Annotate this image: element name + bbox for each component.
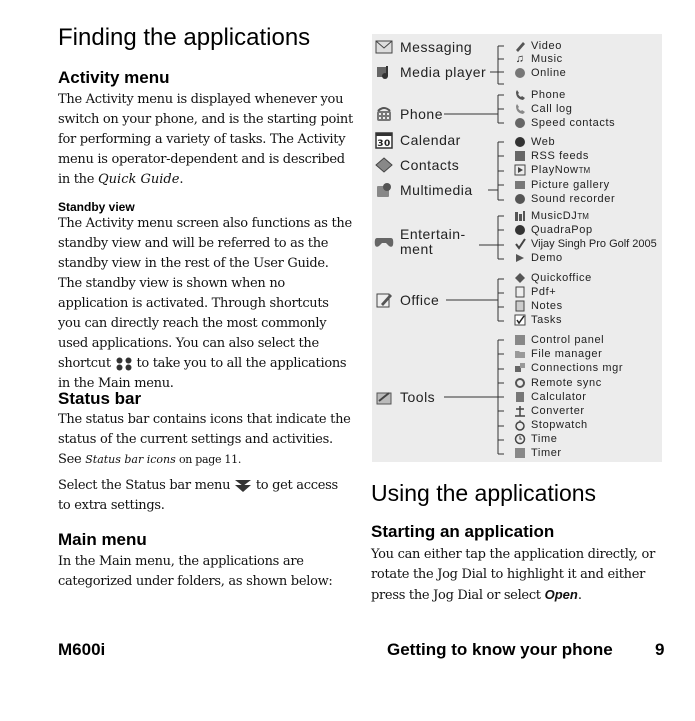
app-notes[interactable] <box>514 300 563 312</box>
app-demo[interactable] <box>514 252 563 264</box>
app-quickoffice[interactable] <box>514 272 592 284</box>
folder-label: Phone <box>400 105 443 122</box>
envelope-icon <box>374 37 394 57</box>
phone-icon <box>374 104 394 124</box>
app-label: PlayNow <box>531 164 579 176</box>
app-speed-contacts[interactable] <box>514 117 615 129</box>
app-file-manager[interactable] <box>514 348 602 360</box>
sync-icon <box>514 377 526 389</box>
app-label: Call log <box>531 103 573 115</box>
app-label: Quickoffice <box>531 272 592 284</box>
app-calculator[interactable] <box>514 391 587 403</box>
trademark-mark: TM <box>577 211 589 221</box>
calendar-icon <box>374 130 394 150</box>
video-icon <box>514 40 526 52</box>
contacts-icon <box>374 155 394 175</box>
trademark-mark: TM <box>578 165 591 175</box>
app-label: RSS feeds <box>531 150 589 162</box>
footer-model: M600i <box>58 640 106 659</box>
musicdj-icon <box>514 210 526 222</box>
activity-menu-paragraph <box>58 90 354 190</box>
app-label: Remote sync <box>531 377 602 389</box>
folder-messaging[interactable] <box>374 37 472 57</box>
app-playnow[interactable] <box>514 164 590 176</box>
music-note-icon: ♫ <box>515 53 525 65</box>
converter-scale-icon <box>514 405 526 417</box>
app-label: Video <box>531 40 562 52</box>
app-label: Phone <box>531 89 566 101</box>
footer-section-title: Getting to know your phone <box>387 640 613 659</box>
app-vijay-singh-golf[interactable] <box>514 238 657 250</box>
rss-icon <box>514 150 526 162</box>
svg-text:30: 30 <box>377 139 391 149</box>
tools-icon <box>374 387 394 407</box>
clock-icon <box>514 433 526 445</box>
app-label: Time <box>531 433 558 445</box>
status-bar-paragraph <box>58 410 354 470</box>
quick-guide-link[interactable]: Quick Guide <box>98 172 180 187</box>
connections-icon <box>514 362 526 374</box>
web-globe-icon <box>514 136 526 148</box>
main-menu-paragraph: In the Main menu, the applications are categorized under folders, as shown below: <box>58 554 333 589</box>
app-stopwatch[interactable] <box>514 419 588 431</box>
calculator-icon <box>514 391 526 403</box>
app-converter[interactable] <box>514 405 585 417</box>
app-musicdj[interactable] <box>514 210 589 222</box>
folder-tools[interactable] <box>374 387 435 407</box>
app-web[interactable] <box>514 136 555 148</box>
app-control-panel[interactable] <box>514 334 604 346</box>
folder-label: Entertain- ment <box>400 226 466 257</box>
app-label: Pdf+ <box>531 286 557 298</box>
app-sound-recorder[interactable] <box>514 193 615 205</box>
app-remote-sync[interactable] <box>514 377 602 389</box>
app-label: Stopwatch <box>531 419 588 431</box>
folder-office[interactable] <box>374 290 439 310</box>
status-bar-menu-icon <box>234 479 252 493</box>
app-label: Online <box>531 67 567 79</box>
status-text-end: on page 11. <box>175 453 242 466</box>
demo-icon <box>514 252 526 264</box>
folder-label: Media player <box>400 63 487 80</box>
app-picture-gallery[interactable] <box>514 179 610 191</box>
folder-label: Calendar <box>400 131 461 148</box>
app-label: Vijay Singh Pro Golf 2005 <box>531 238 657 250</box>
app-connections-mgr[interactable] <box>514 362 623 374</box>
speed-contacts-icon <box>514 117 526 129</box>
pdf-icon <box>514 286 526 298</box>
quadrapop-icon <box>514 224 526 236</box>
standby-view-paragraph <box>58 214 354 394</box>
app-label: Notes <box>531 300 563 312</box>
app-label: Control panel <box>531 334 605 346</box>
shortcut-grid-icon <box>115 357 133 371</box>
folder-calendar[interactable] <box>374 130 461 150</box>
activity-text-end: . <box>179 172 184 187</box>
activity-text: The Activity menu is displayed whenever you switch on your phone, and is the starting point for performing a variety of tasks. The Activity menu is operator-dependent and is described in the <box>58 92 353 187</box>
app-label: Tasks <box>531 314 563 326</box>
starting-text: You can either tap the application directly, or rotate the Jog Dial to highlight it and either press the Jog Dial or select <box>371 547 655 603</box>
app-call-log[interactable] <box>514 103 573 115</box>
tasks-checkbox-icon <box>514 314 526 326</box>
standby-text: The Activity menu screen also functions as the standby view and will be referred to as the standby view in the rest of the User Guide. The standby view is shown when no application is activated. Through shortcuts you can directly reach the most commonly used applications. You can also select the shortcut <box>58 216 352 371</box>
call-log-icon <box>514 103 526 115</box>
app-label: Timer <box>531 447 562 459</box>
app-label: Speed contacts <box>531 117 616 129</box>
handset-icon <box>514 89 526 101</box>
status-bar-menu-paragraph <box>58 476 354 516</box>
main-menu-heading: Main menu <box>58 530 147 549</box>
app-music[interactable] <box>514 53 563 65</box>
open-command: Open <box>544 587 578 602</box>
folder-entertainment[interactable] <box>374 227 466 257</box>
app-label: Sound recorder <box>531 193 616 205</box>
footer-page-number: 9 <box>655 640 665 659</box>
folder-label: Multimedia <box>400 181 473 198</box>
office-icon <box>374 290 394 310</box>
folder-phone[interactable] <box>374 104 443 124</box>
app-pdf-plus[interactable] <box>514 286 556 298</box>
folder-multimedia[interactable] <box>374 180 473 200</box>
starting-application-paragraph <box>371 545 667 606</box>
globe-icon <box>514 67 526 79</box>
starting-application-heading: Starting an application <box>371 522 555 541</box>
microphone-icon <box>514 193 526 205</box>
golf-icon <box>514 238 526 250</box>
app-label: File manager <box>531 348 603 360</box>
app-label: Picture gallery <box>531 179 610 191</box>
play-icon <box>514 164 526 176</box>
folder-media-player[interactable] <box>374 62 486 82</box>
app-time[interactable] <box>514 433 557 445</box>
gamepad-icon <box>374 232 394 252</box>
quickoffice-icon <box>514 272 526 284</box>
app-label: Music <box>531 53 563 65</box>
multimedia-icon <box>374 180 394 200</box>
standby-text-end: to take you to all the applications in the Main menu. <box>58 356 347 391</box>
app-phone[interactable] <box>514 89 566 101</box>
app-label: QuadraPop <box>531 224 593 236</box>
app-label: Converter <box>531 405 585 417</box>
main-menu-diagram <box>372 34 662 462</box>
app-label: Demo <box>531 252 563 264</box>
app-label: Calculator <box>531 391 587 403</box>
standby-view-heading: Standby view <box>58 200 135 214</box>
picture-icon <box>514 179 526 191</box>
app-rss-feeds[interactable] <box>514 150 589 162</box>
app-label: Web <box>531 136 556 148</box>
app-label: MusicDJ <box>531 210 578 222</box>
status-text: The status bar contains icons that indicate the status of the current settings and activities. See <box>58 412 351 467</box>
using-applications-title: Using the applications <box>371 480 597 506</box>
folder-label: Messaging <box>400 38 473 55</box>
app-video[interactable] <box>514 40 562 52</box>
control-panel-icon <box>514 334 526 346</box>
media-player-icon <box>374 62 394 82</box>
folder-contacts[interactable] <box>374 155 459 175</box>
app-tasks[interactable] <box>514 314 562 326</box>
page-title: Finding the applications <box>58 24 311 51</box>
status-menu-text-end: to get access to extra settings. <box>58 478 338 513</box>
status-bar-icons-link[interactable]: Status bar icons <box>85 453 176 466</box>
starting-text-end: . <box>577 588 582 603</box>
app-quadrapop[interactable] <box>514 224 593 236</box>
app-label: Connections mgr <box>531 362 624 374</box>
app-timer[interactable] <box>514 447 562 459</box>
notes-icon <box>514 300 526 312</box>
folder-label: Contacts <box>400 156 460 173</box>
stopwatch-icon <box>514 419 526 431</box>
folder-label: Tools <box>400 388 436 405</box>
status-menu-text: Select the Status bar menu <box>58 478 235 493</box>
status-bar-heading: Status bar <box>58 389 142 408</box>
timer-icon <box>514 447 526 459</box>
folder-label: Office <box>400 291 440 308</box>
app-online[interactable] <box>514 67 566 79</box>
activity-menu-heading: Activity menu <box>58 68 170 87</box>
folder-icon <box>514 348 526 360</box>
